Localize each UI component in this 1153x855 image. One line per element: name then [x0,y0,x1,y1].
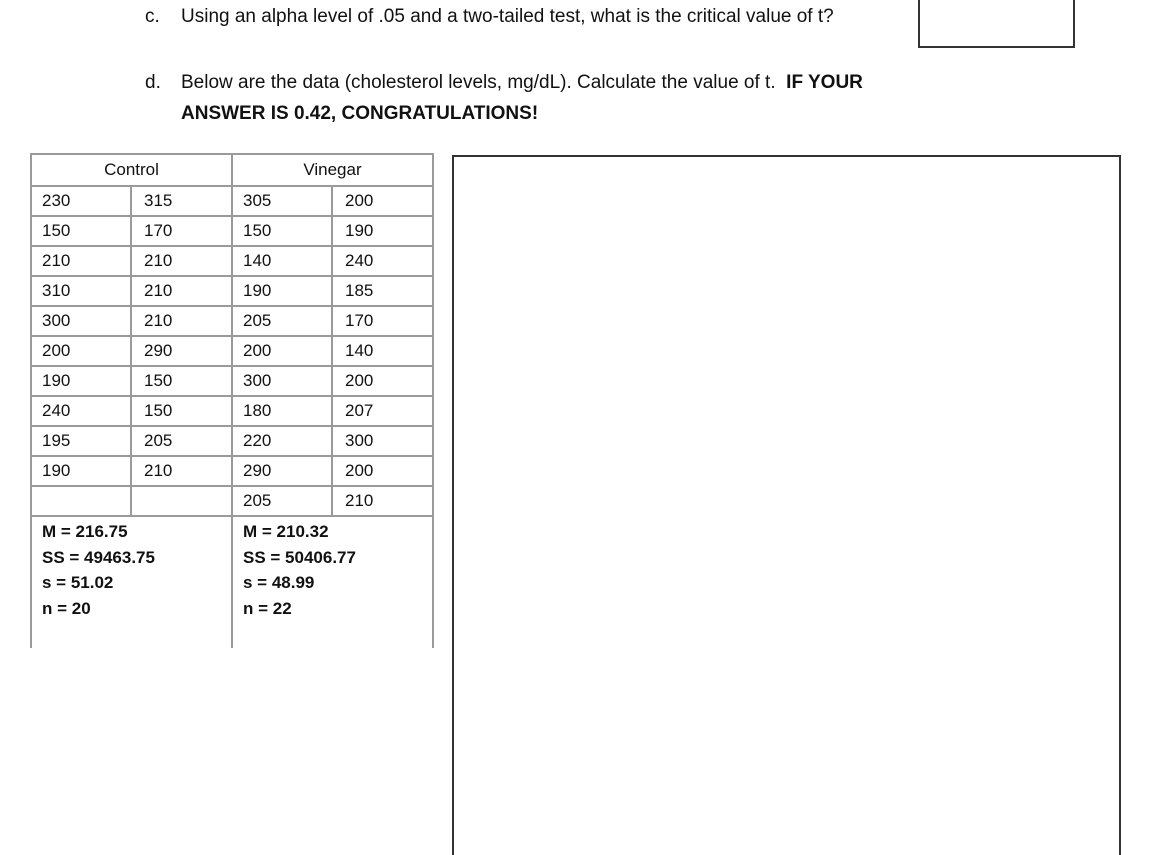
table-row [31,486,433,516]
table-cell: 210 [131,306,232,336]
table-cell: 220 [232,426,332,456]
vinegar-stats [232,516,433,648]
table-row [31,336,433,366]
question-d-letter: d. [145,72,161,93]
table-cell: 300 [332,426,433,456]
table-row [31,396,433,426]
table-cell: 210 [131,246,232,276]
table-row [31,306,433,336]
table-cell: 210 [31,246,131,276]
table-cell: 190 [31,456,131,486]
table-cell: 207 [332,396,433,426]
table-cell: 240 [332,246,433,276]
table-cell: 190 [332,216,433,246]
table-cell: 150 [131,396,232,426]
answer-box-c[interactable] [918,0,1075,48]
table-cell: 170 [131,216,232,246]
table-cell: 180 [232,396,332,426]
table-cell: 300 [31,306,131,336]
table-cell [131,486,232,516]
table-cell: 190 [31,366,131,396]
question-d-line1 [181,71,863,95]
table-cell: 170 [332,306,433,336]
table-cell: 305 [232,186,332,216]
question-d-text: Below are the data (cholesterol levels, mg/dL). Calculate the value of t. [181,72,776,93]
table-cell: 150 [31,216,131,246]
table-cell: 200 [332,186,433,216]
table-cell: 190 [232,276,332,306]
table-row [31,276,433,306]
table-cell: 300 [232,366,332,396]
table-cell: 205 [232,486,332,516]
control-sd: s = 51.02 [42,573,114,592]
header-control: Control [31,154,232,186]
control-mean: M = 216.75 [42,522,128,541]
table-cell: 150 [232,216,332,246]
header-vinegar: Vinegar [232,154,433,186]
table-cell: 290 [232,456,332,486]
vinegar-mean: M = 210.32 [243,522,329,541]
table-row [31,366,433,396]
work-answer-box-d[interactable] [452,155,1121,855]
table-cell: 140 [332,336,433,366]
control-ss: SS = 49463.75 [42,547,155,567]
table-cell: 290 [131,336,232,366]
table-cell: 210 [131,276,232,306]
table-cell: 310 [31,276,131,306]
question-c-letter: c. [145,6,160,27]
vinegar-n: n = 22 [243,598,292,618]
table-row [31,216,433,246]
table-row [31,426,433,456]
question-d-bold-line1: IF YOUR [786,72,863,93]
table-row [31,246,433,276]
table-cell: 200 [232,336,332,366]
table-cell: 195 [31,426,131,456]
table-cell: 140 [232,246,332,276]
table-cell: 210 [131,456,232,486]
table-cell: 150 [131,366,232,396]
table-cell: 240 [31,396,131,426]
table-cell: 230 [31,186,131,216]
table-cell: 315 [131,186,232,216]
table-cell: 200 [31,336,131,366]
question-c-text: Using an alpha level of .05 and a two-tailed test, what is the critical value of t? [181,6,834,27]
vinegar-ss: SS = 50406.77 [243,547,356,567]
table-row [31,456,433,486]
table-cell: 200 [332,366,433,396]
control-stats [31,516,232,648]
table-cell: 205 [131,426,232,456]
table-cell: 205 [232,306,332,336]
table-row [31,186,433,216]
cholesterol-data-table [30,153,434,648]
table-cell: 185 [332,276,433,306]
vinegar-sd: s = 48.99 [243,573,315,592]
table-cell: 200 [332,456,433,486]
table-cell [31,486,131,516]
control-n: n = 20 [42,598,91,618]
question-d-bold-line2: ANSWER IS 0.42, CONGRATULATIONS! [181,103,539,124]
table-cell: 210 [332,486,433,516]
